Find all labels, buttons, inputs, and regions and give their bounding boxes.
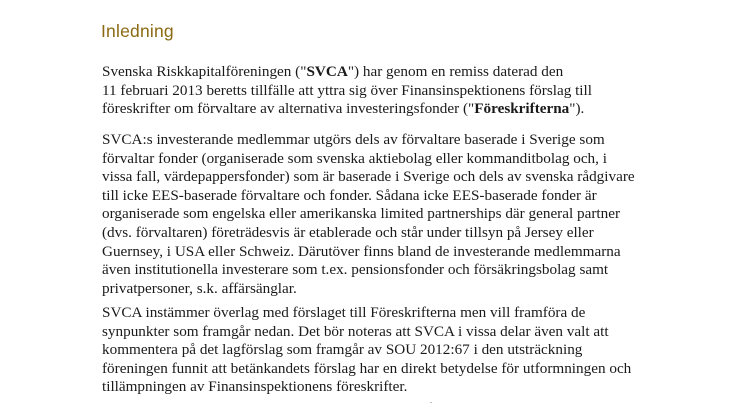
paragraph-line: vissa fall, värdepappersfonder) som är baserade i Sverige och dels av svenska rådgivare [102, 168, 635, 186]
paragraph-line: SVCA instämmer överlag med förslaget till Föreskrifterna men vill framföra de [102, 304, 586, 321]
paragraph-line [102, 63, 742, 82]
paragraph-line: organiserade som engelska eller amerikanska limited partnerships där general partner [102, 205, 620, 223]
paragraph-line: till icke EES-baserade förvaltare och fonder. Sådana icke EES-baserade fonder är [102, 186, 597, 204]
defined-term-foreskrifterna: Föreskrifterna [474, 100, 570, 118]
paragraph-members [102, 131, 742, 298]
paragraph-position [102, 304, 742, 397]
paragraph-line: även institutionella investerare som t.ex. pensionsfonder och försäkringsbolag samt [102, 261, 609, 279]
paragraph-line: privatpersoner, s.k. affärsänglar. [102, 279, 297, 297]
text-span: ") har genom en remiss daterad den [347, 63, 564, 80]
paragraph-line: SVCA:s investerande medlemmar utgörs dels av förvaltare baserade i Sverige som [102, 131, 605, 148]
paragraph-line: föreningen funnit att betänkandets förslag har en direkt betydelse för utformningen och [102, 359, 632, 377]
paragraph-line: kommentera på det lagförslag som framgår av SOU 2012:67 i den utsträckning [102, 341, 583, 359]
paragraph-line: förvaltar fonder (organiserade som svenska aktiebolag eller kommanditbolag och, i [102, 149, 607, 167]
paragraph-line: synpunkter som framgår nedan. Det bör noteras att SVCA i vissa delar även valt att [102, 322, 609, 340]
paragraph-line: tillämpningen av Finansinspektionens föreskrifter. [102, 378, 408, 396]
text-span: föreskrifter om förvaltare av alternativa investeringsfonder (" [102, 100, 475, 118]
paragraph-line: (dvs. förvaltaren) företrädesvis är etablerade och står under tillsyn på Jersey eller [102, 223, 594, 241]
scan-speck [430, 402, 432, 403]
paragraph-line [102, 100, 742, 119]
section-heading: Inledning [101, 21, 174, 41]
paragraph-line: 11 februari 2013 beretts tillfälle att yttra sig över Finansinspektionens förslag till [102, 81, 592, 99]
defined-term-svca: SVCA [306, 63, 348, 80]
text-span: "). [569, 100, 585, 118]
paragraph-intro [102, 63, 742, 119]
paragraph-line: Guernsey, i USA eller Schweiz. Därutöver finns bland de investerande medlemmarna [102, 242, 621, 260]
text-span: Svenska Riskkapitalföreningen (" [102, 63, 307, 80]
